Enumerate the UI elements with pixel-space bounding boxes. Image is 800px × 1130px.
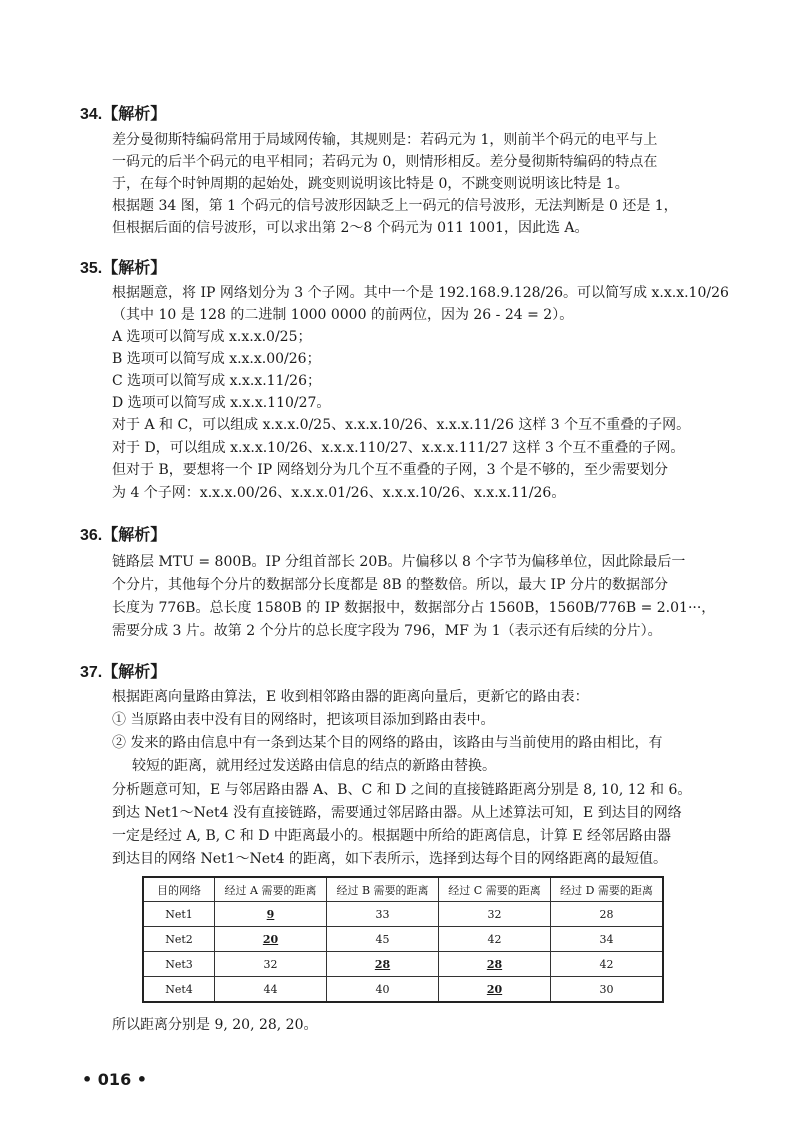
table-cell: Net1 [143,902,215,927]
table-cell-min: 20 [215,927,327,952]
table-cell: Net4 [143,977,215,1003]
q34-line-4: 根据题 34 图，第 1 个码元的信号波形因缺乏上一码元的信号波形，无法判断是 0 还是 1， [112,198,678,214]
page-number: • 016 • [82,1070,147,1089]
q36-line-3: 长度为 776B。总长度 1580B 的 IP 数据报中，数据部分占 1560B，1560B/776B = 2.01···， [112,600,716,616]
q35-line-8: 对于 D，可以组成 x.x.x.10/26、x.x.x.110/27、x.x.x.111/27 这样 3 个互不重叠的子网。 [112,440,685,456]
q35-line-6: D 选项可以简写成 x.x.x.110/27。 [112,395,331,411]
table-header-cell: 经过 A 需要的距离 [215,877,327,902]
table-cell: 45 [327,927,439,952]
table-cell: 42 [439,927,551,952]
q36-line-2: 个分片，其他每个分片的数据部分长度都是 8B 的整数倍。所以，最大 IP 分片的数据部分 [112,577,668,593]
q34-line-1: 差分曼彻斯特编码常用于局域网传输，其规则是：若码元为 1，则前半个码元的电平与上 [112,132,658,148]
q35-line-3: A 选项可以简写成 x.x.x.0/25； [112,329,312,345]
table-row [143,902,663,927]
q37-rule-2-line-2: 较短的距离，就用经过发送路由信息的结点的新路由替换。 [132,758,496,774]
distance-table [142,876,664,1003]
table-row [143,952,663,977]
q37-intro: 根据距离向量路由算法，E 收到相邻路由器的距离向量后，更新它的路由表： [112,689,589,705]
q34-title: 34.【解析】 [80,106,167,123]
q34-line-3: 于，在每个时钟周期的起始处，跳变则说明该比特是 0，不跳变则说明该比特是 1。 [112,176,629,192]
table-cell: Net3 [143,952,215,977]
table-header-cell: 经过 D 需要的距离 [551,877,664,902]
q34-line-2: 一码元的后半个码元的电平相同；若码元为 0，则情形相反。差分曼彻斯特编码的特点在 [112,154,658,170]
q37-analysis-line-3: 一定是经过 A, B, C 和 D 中距离最小的。根据题中所给的距离信息，计算 E 经邻居路由器 [112,828,672,844]
q35-line-5: C 选项可以简写成 x.x.x.11/26； [112,373,321,389]
q35-line-1: 根据题意，将 IP 网络划分为 3 个子网。其中一个是 192.168.9.128/26。可以简写成 x.x.x.10/26 [112,285,729,301]
table-cell: 30 [551,977,664,1003]
table-cell: 34 [551,927,664,952]
q37-conclusion: 所以距离分别是 9, 20, 28, 20。 [112,1017,318,1033]
q37-analysis-line-4: 到达目的网络 Net1～Net4 的距离，如下表所示，选择到达每个目的网络距离的最短值。 [112,851,668,867]
q37-title: 37.【解析】 [80,664,167,681]
q35-line-2: （其中 10 是 128 的二进制 1000 0000 的前两位，因为 26 - 24 = 2）。 [112,307,574,323]
q35-line-4: B 选项可以简写成 x.x.x.00/26； [112,351,321,367]
table-cell: 40 [327,977,439,1003]
table-header-cell: 经过 C 需要的距离 [439,877,551,902]
q37-rule-1: ① 当原路由表中没有目的网络时，把该项目添加到路由表中。 [112,712,495,728]
q35-line-10: 为 4 个子网：x.x.x.00/26、x.x.x.01/26、x.x.x.10/26、x.x.x.11/26。 [112,485,566,501]
table-header-cell: 目的网络 [143,877,215,902]
q35-line-7: 对于 A 和 C，可以组成 x.x.x.0/25、x.x.x.10/26、x.x.x.11/26 这样 3 个互不重叠的子网。 [112,417,691,433]
table-row [143,977,663,1003]
q35-title: 35.【解析】 [80,260,167,277]
table-cell-min: 28 [439,952,551,977]
table-cell: 33 [327,902,439,927]
table-cell-min: 20 [439,977,551,1003]
q36-title: 36.【解析】 [80,527,167,544]
q36-line-4: 需要分成 3 片。故第 2 个分片的总长度字段为 796，MF 为 1（表示还有后续的分片）。 [112,623,662,639]
q34-line-5: 但根据后面的信号波形，可以求出第 2～8 个码元为 011 1001，因此选 A。 [112,220,589,236]
q37-analysis-line-1: 分析题意可知，E 与邻居路由器 A、B、C 和 D 之间的直接链路距离分别是 8, 10, 12 和 6。 [112,782,692,798]
table-cell-min: 28 [327,952,439,977]
table-cell: 42 [551,952,664,977]
table-cell: Net2 [143,927,215,952]
table-cell: 32 [439,902,551,927]
q37-rule-2-line-1: ② 发来的路由信息中有一条到达某个目的网络的路由，该路由与当前使用的路由相比，有 [112,735,663,751]
q36-line-1: 链路层 MTU = 800B。IP 分组首部长 20B。片偏移以 8 个字节为偏移单位，因此除最后一 [112,554,686,570]
table-cell: 28 [551,902,664,927]
table-cell: 44 [215,977,327,1003]
table-row [143,927,663,952]
table-header-row [143,877,663,902]
table-cell: 32 [215,952,327,977]
q37-analysis-line-2: 到达 Net1～Net4 没有直接链路，需要通过邻居路由器。从上述算法可知，E 到达目的网络 [112,805,682,821]
q35-line-9: 但对于 B，要想将一个 IP 网络划分为几个互不重叠的子网，3 个是不够的，至少需要划分 [112,462,668,478]
table-cell-min: 9 [215,902,327,927]
table-header-cell: 经过 B 需要的距离 [327,877,439,902]
